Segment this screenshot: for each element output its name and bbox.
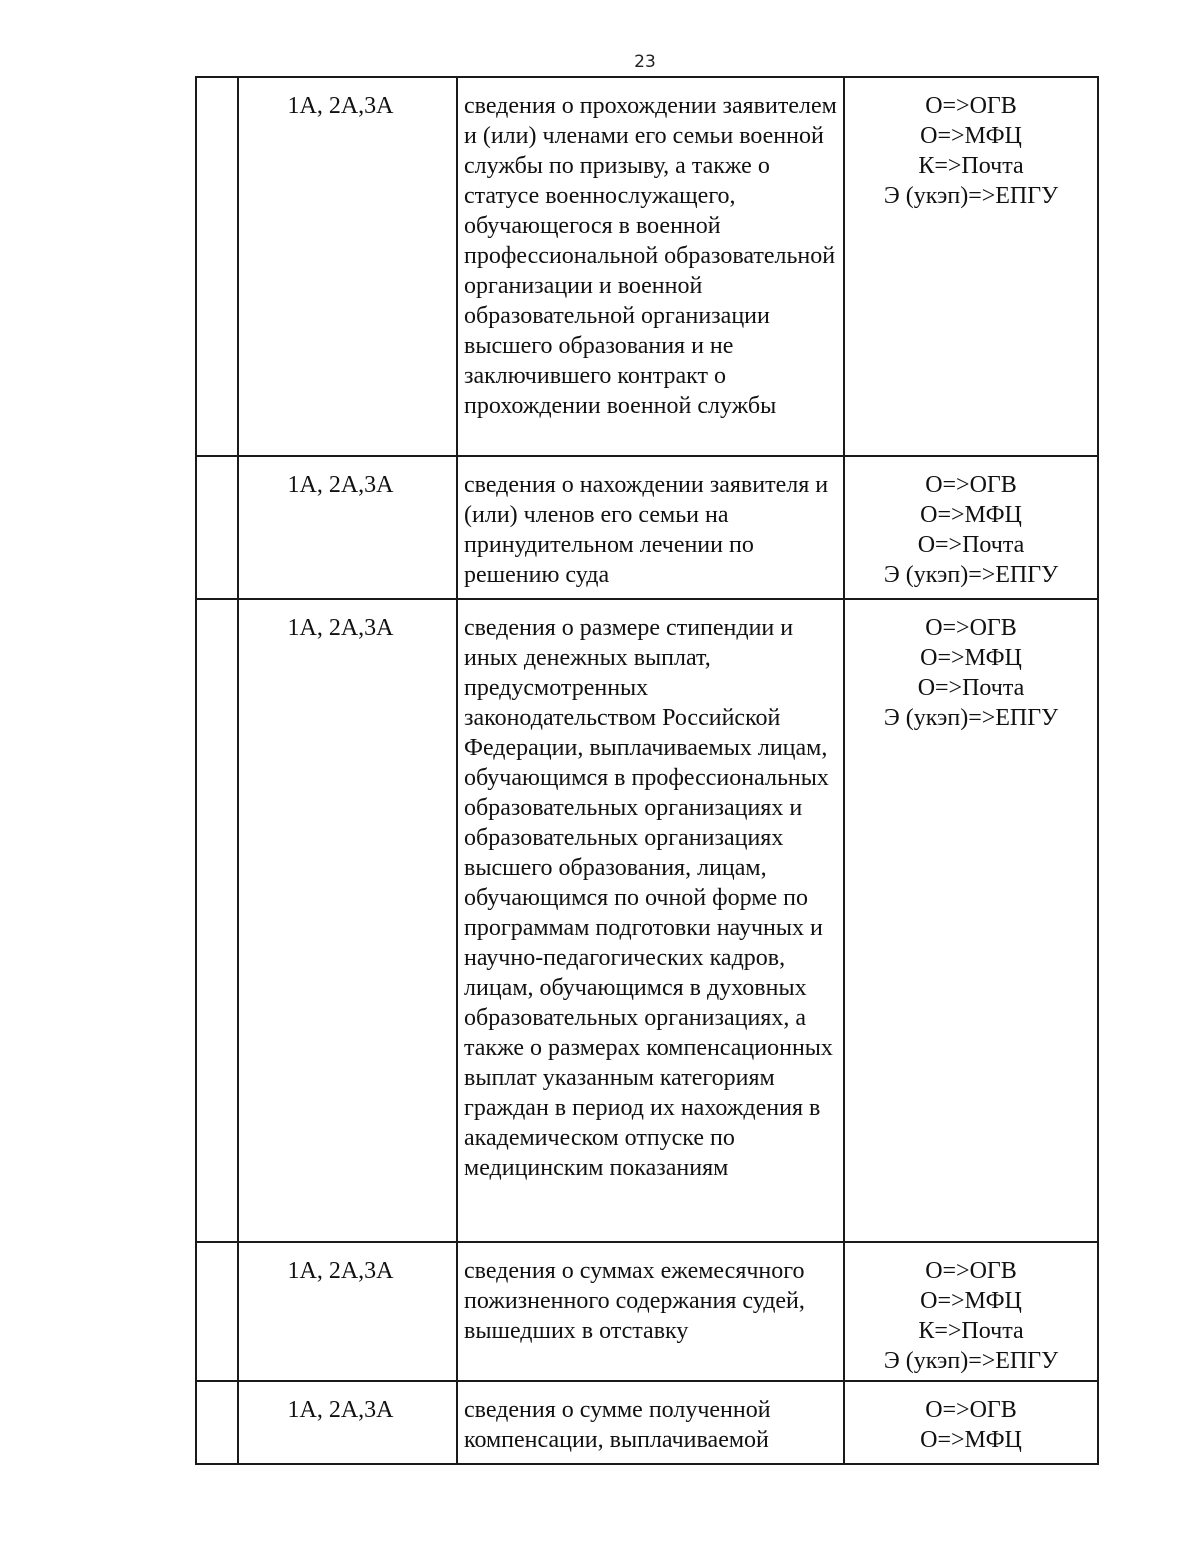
- table-row: [196, 1381, 1098, 1464]
- document-description: сведения о нахождении заявителя и (или) членов его семьи на принудительном лечении по решению суда: [457, 456, 844, 599]
- channel-line: О=>МФЦ: [920, 502, 1022, 528]
- applicant-code: 1А, 2А,3А: [238, 1242, 457, 1381]
- channel-line: К=>Почта: [918, 1318, 1024, 1344]
- page-number: 23: [634, 52, 656, 72]
- row-number-cell: [196, 1242, 238, 1381]
- submission-channels: [844, 1381, 1098, 1464]
- submission-channels: [844, 77, 1098, 456]
- channel-line: О=>ОГВ: [925, 1397, 1017, 1423]
- channel-line: О=>МФЦ: [920, 123, 1022, 149]
- applicant-code: 1А, 2А,3А: [238, 456, 457, 599]
- channel-line: О=>Почта: [917, 532, 1025, 558]
- channel-line: О=>ОГВ: [925, 93, 1017, 119]
- applicant-code: 1А, 2А,3А: [238, 1381, 457, 1464]
- document-description: сведения о размере стипендии и иных денежных выплат, предусмотренных законодательством Российской Федерации, выплачиваемых лицам, обучающимся в профессиональных образовательных организациях и образовательных организациях высшего образования, лицам, обучающимся по очной форме по программам подготовки научных и научно-педагогических кадров, лицам, обучающимся в духовных образовательных организациях, а также о размерах компенсационных выплат указанным категориям граждан в период их нахождения в академическом отпуске по медицинским показаниям: [457, 599, 844, 1242]
- document-description: сведения о прохождении заявителем и (или) членами его семьи военной службы по призыву, а также о статусе военнослужащего, обучающегося в военной профессиональной образовательной организации и военной образовательной организации высшего образования и не заключившего контракт о прохождении военной службы: [457, 77, 844, 456]
- row-number-cell: [196, 77, 238, 456]
- applicant-code: 1А, 2А,3А: [238, 77, 457, 456]
- document-description: сведения о суммах ежемесячного пожизненного содержания судей, вышедших в отставку: [457, 1242, 844, 1381]
- submission-channels: [844, 1242, 1098, 1381]
- channel-line: О=>МФЦ: [920, 1427, 1022, 1453]
- row-number-cell: [196, 1381, 238, 1464]
- applicant-code: 1А, 2А,3А: [238, 599, 457, 1242]
- table-row: [196, 77, 1098, 456]
- channel-line: О=>ОГВ: [925, 472, 1017, 498]
- channel-line: К=>Почта: [918, 153, 1024, 179]
- row-number-cell: [196, 456, 238, 599]
- channel-line: Э (укэп)=>ЕПГУ: [883, 1348, 1059, 1374]
- channel-line: О=>МФЦ: [920, 645, 1022, 671]
- submission-channels: [844, 599, 1098, 1242]
- channel-line: О=>МФЦ: [920, 1288, 1022, 1314]
- channel-line: Э (укэп)=>ЕПГУ: [883, 183, 1059, 209]
- channel-line: Э (укэп)=>ЕПГУ: [883, 562, 1059, 588]
- submission-channels: [844, 456, 1098, 599]
- document-description: сведения о сумме полученной компенсации, выплачиваемой: [457, 1381, 844, 1464]
- channel-line: О=>ОГВ: [925, 615, 1017, 641]
- table-row: [196, 456, 1098, 599]
- channel-line: Э (укэп)=>ЕПГУ: [883, 705, 1059, 731]
- table-row: [196, 599, 1098, 1242]
- row-number-cell: [196, 599, 238, 1242]
- channel-line: О=>Почта: [917, 675, 1025, 701]
- documents-table: [195, 76, 1099, 1465]
- table-row: [196, 1242, 1098, 1381]
- channel-line: О=>ОГВ: [925, 1258, 1017, 1284]
